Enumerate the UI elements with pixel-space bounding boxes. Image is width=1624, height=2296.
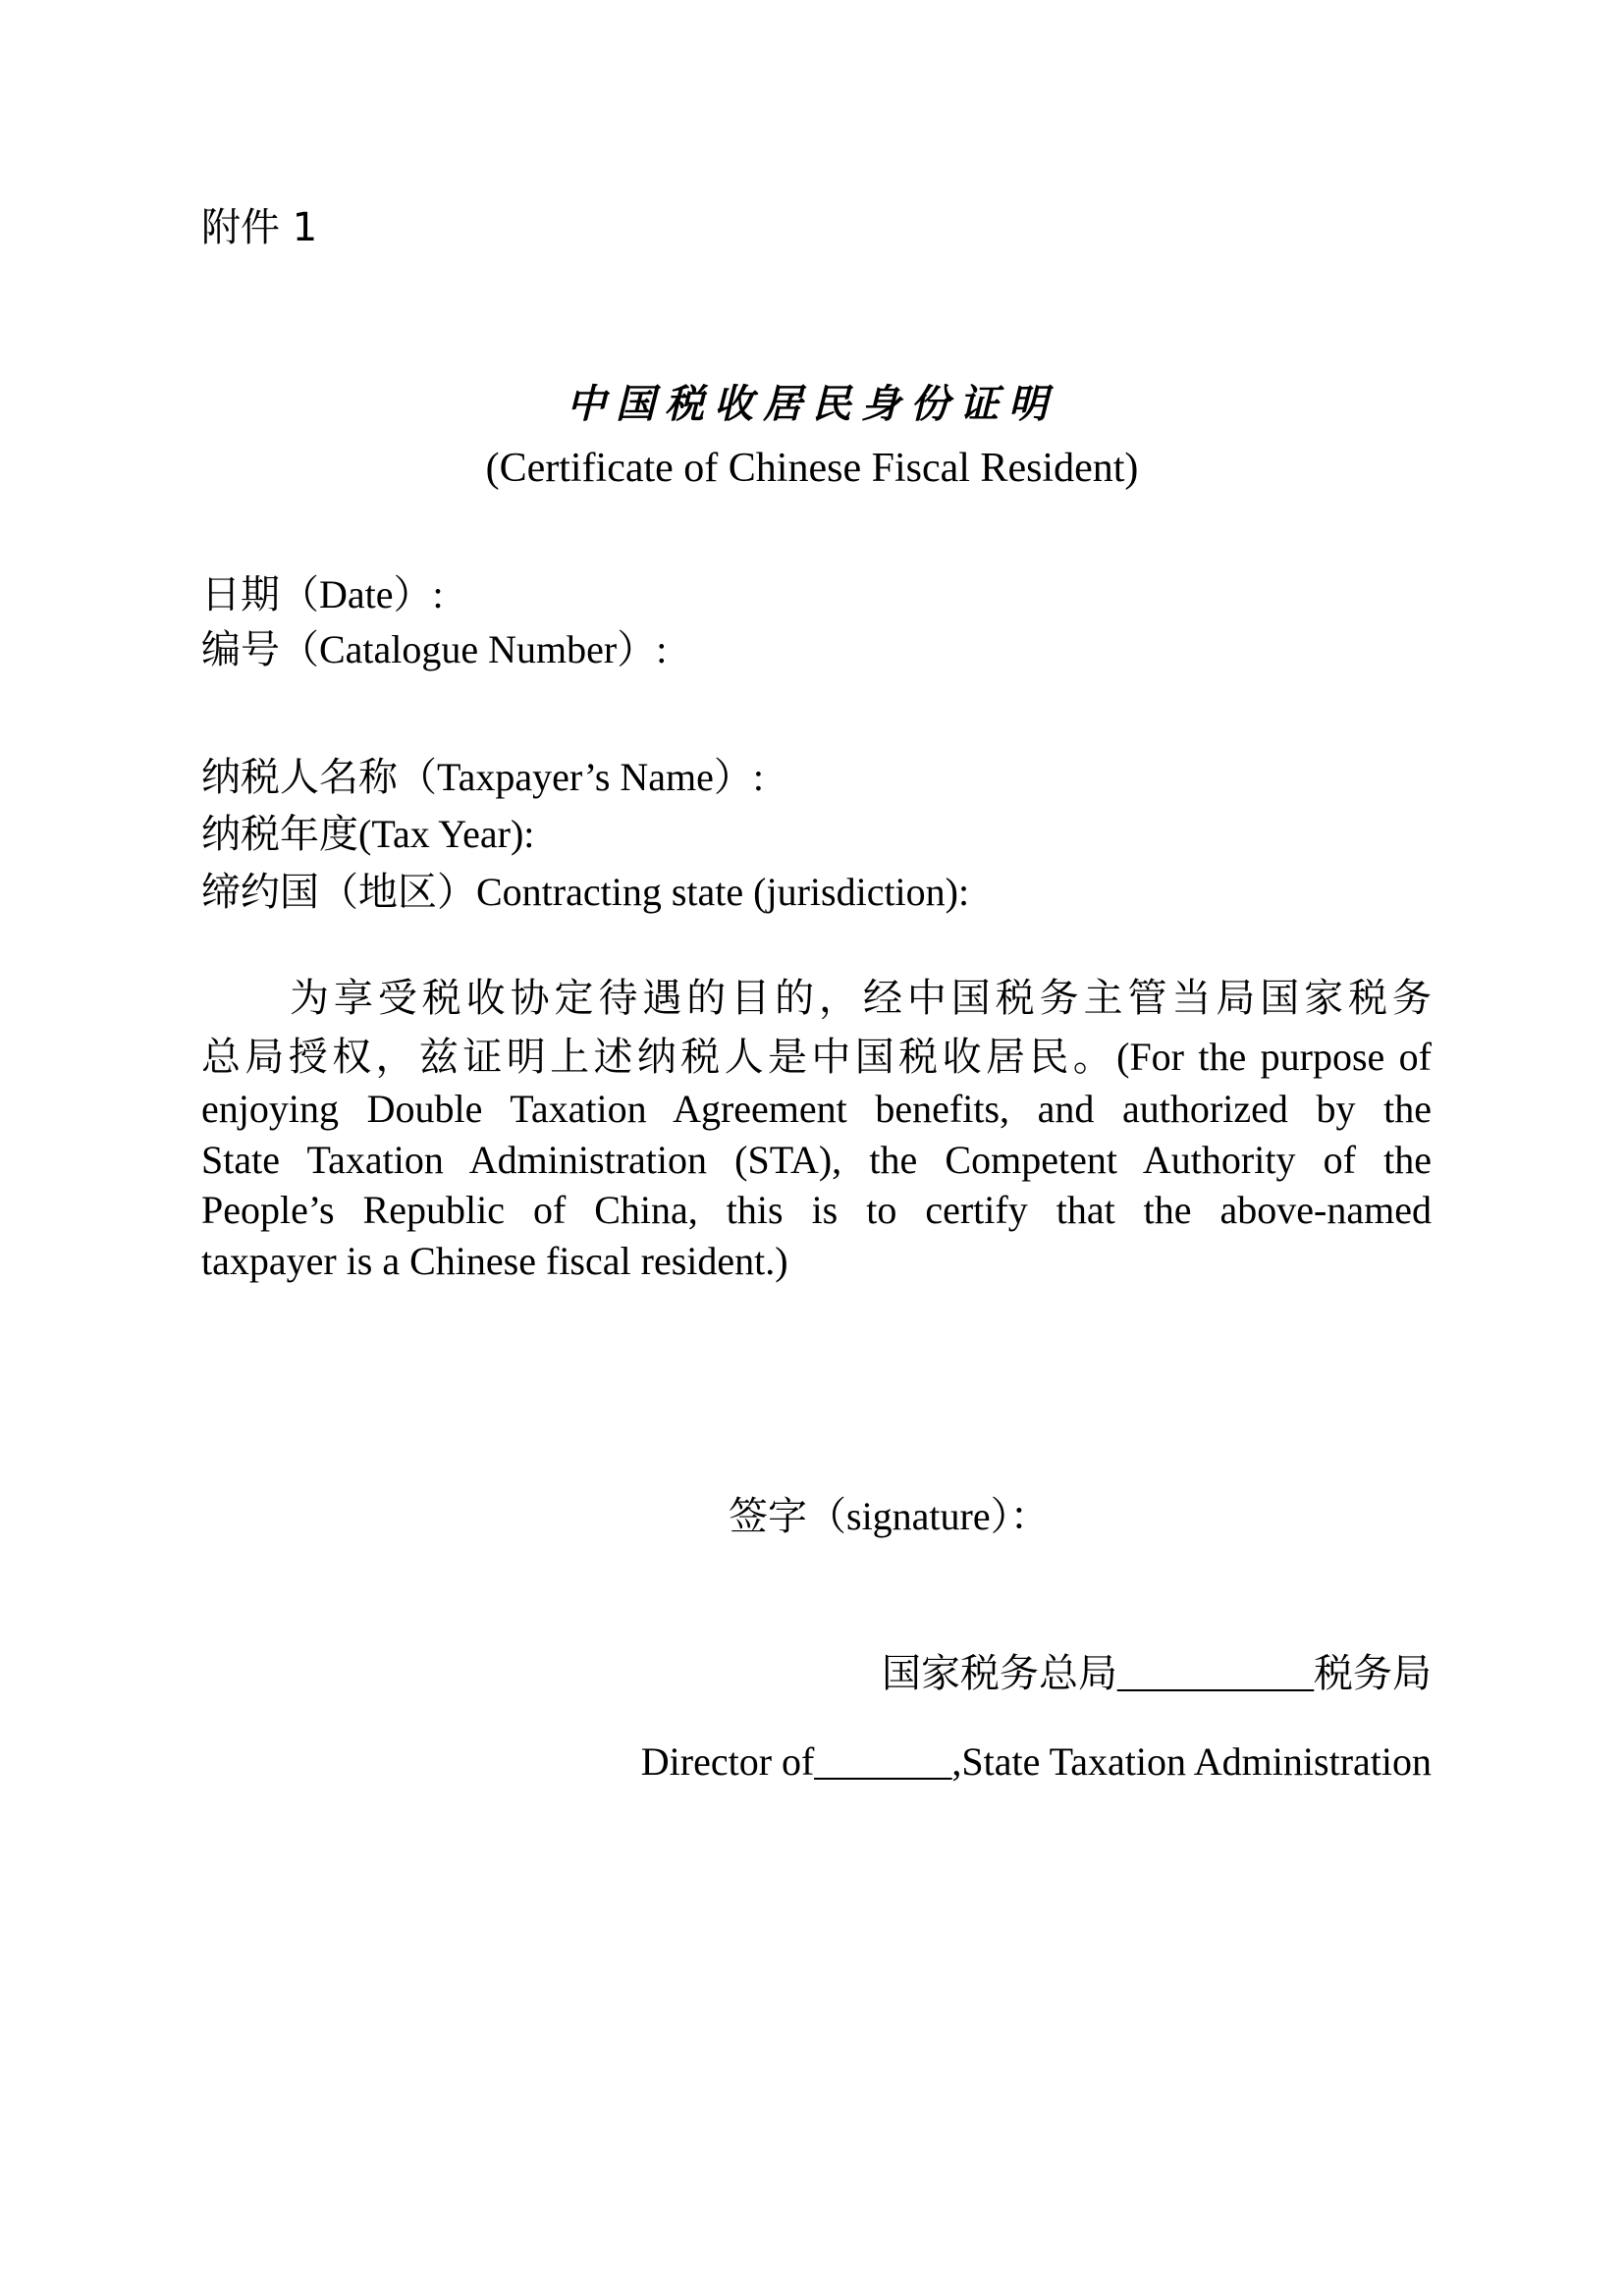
paragraph-line: 为享受税收协定待遇的目的，经中国税务主管当局国家税务 xyxy=(290,976,1432,1020)
paragraph-line: 总局授权，兹证明上述纳税人是中国税收居民。(For the purpose of xyxy=(201,1035,1432,1079)
document-title-en: (Certificate of Chinese Fiscal Resident) xyxy=(485,446,1139,491)
issuer-en: Director of_______,State Taxation Administration xyxy=(640,1739,1432,1784)
paragraph-line: People’s Republic of China, this is to certify that the above-named xyxy=(201,1188,1432,1232)
date-field-label: 日期（Date）: xyxy=(201,572,444,616)
paragraph-line: State Taxation Administration (STA), the Competent Authority of the xyxy=(201,1138,1432,1182)
issuer-cn: 国家税务总局__________税务局 xyxy=(882,1651,1432,1695)
attachment-label: 附件 1 xyxy=(201,205,318,250)
paragraph-line: taxpayer is a Chinese fiscal resident.) xyxy=(201,1239,788,1283)
paragraph-line: enjoying Double Taxation Agreement benefits, and authorized by the xyxy=(201,1087,1432,1131)
catalogue-number-label: 编号（Catalogue Number）: xyxy=(201,627,668,671)
tax-year-label: 纳税年度(Tax Year): xyxy=(201,812,535,856)
document-title-cn: 中国税收居民身份证明 xyxy=(567,382,1057,426)
taxpayer-name-label: 纳税人名称（Taxpayer’s Name）: xyxy=(201,755,765,799)
signature-label: 签字（signature）： xyxy=(729,1494,1050,1538)
contracting-state-label: 缔约国（地区）Contracting state (jurisdiction): xyxy=(201,870,970,914)
